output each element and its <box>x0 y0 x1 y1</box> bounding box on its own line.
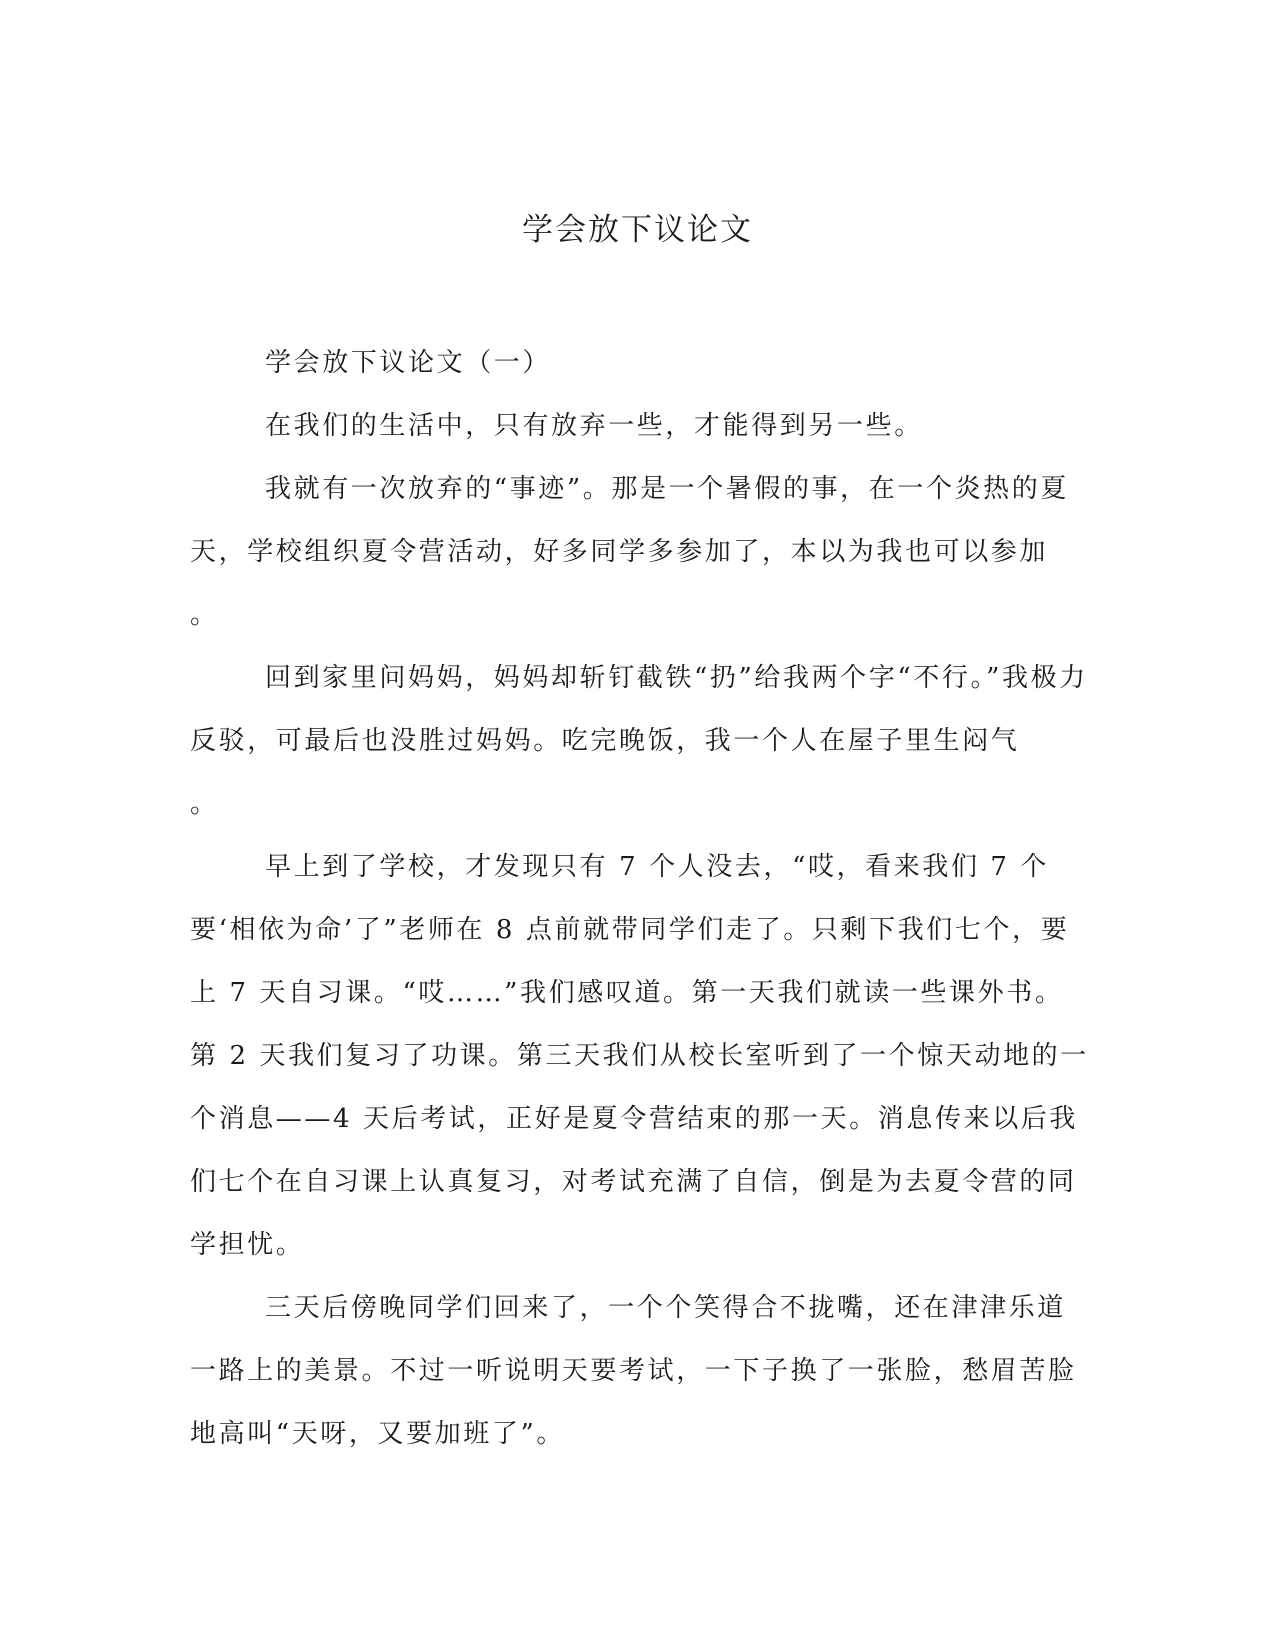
document-body <box>190 332 1090 1466</box>
paragraph-return: 三天后傍晚同学们回来了，一个个笑得合不拢嘴，还在津津乐道一路上的美景。不过一听说明天要考试，一下子换了一张脸，愁眉苦脸地高叫“天呀，又要加班了”。 <box>190 1293 1077 1449</box>
paragraph-story-start: 我就有一次放弃的“事迹”。那是一个暑假的事，在一个炎热的夏天，学校组织夏令营活动，好多同学多参加了，本以为我也可以参加 。 <box>190 474 1069 630</box>
paragraph-ask-mom: 回到家里问妈妈，妈妈却斩钉截铁“扔”给我两个字“不行。”我极力反驳，可最后也没胜过妈妈。吃完晚饭，我一个人在屋子里生闷气 。 <box>190 663 1088 819</box>
paragraph-intro: 在我们的生活中，只有放弃一些，才能得到另一些。 <box>265 411 923 441</box>
document-title: 学会放下议论文 <box>522 212 753 248</box>
paragraph-subtitle: 学会放下议论文（一） <box>265 348 552 378</box>
paragraph-at-school: 早上到了学校，才发现只有 7 个人没去，“哎，看来我们 7 个要‘相依为命’了”老师在 8 点前就带同学们走了。只剩下我们七个，要上 7 天自习课。“哎……”我们感叹道。第一天我们就读一些课外书。第 2 天我们复习了功课。第三天我们从校长室听到了一个惊天动地的一个消息——4 天后考试，正好是夏令营结束的那一天。消息传来以后我们七个在自习课上认真复习，对考试充满了自信，倒是为去夏令营的同学担忧。 <box>190 852 1089 1260</box>
